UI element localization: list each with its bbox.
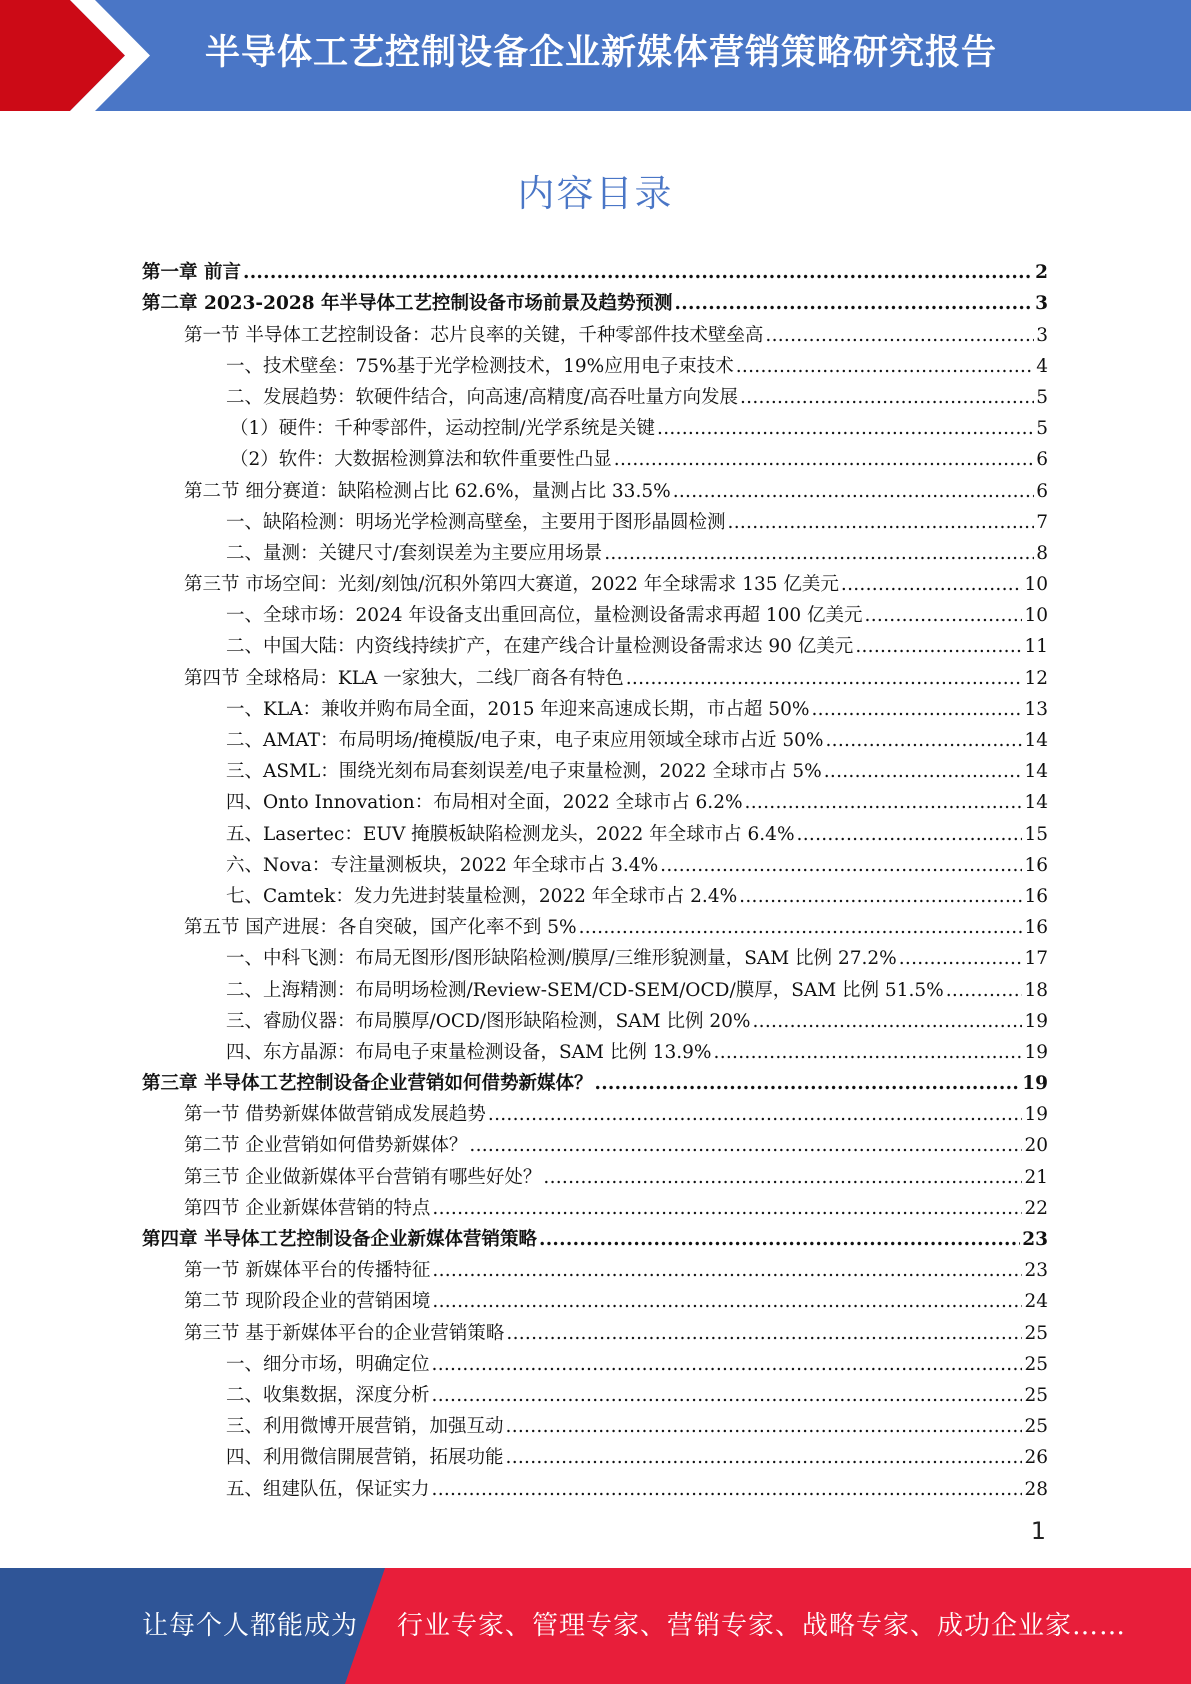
toc-entry[interactable] <box>142 409 1048 440</box>
toc-entry-label: （2）软件：大数据检测算法和软件重要性凸显 <box>230 449 612 471</box>
toc-entry[interactable] <box>142 783 1048 814</box>
toc-heading: 内容目录 <box>517 172 674 215</box>
toc-dot-leader <box>506 1323 1022 1345</box>
toc-entry-page: 16 <box>1024 917 1048 939</box>
toc-dot-leader <box>714 1042 1023 1064</box>
toc-entry-label: 第一节 新媒体平台的传播特征 <box>184 1260 431 1282</box>
toc-dot-leader <box>539 1229 1020 1251</box>
toc-dot-leader <box>243 262 1033 284</box>
toc-entry-page: 21 <box>1024 1166 1048 1188</box>
toc-entry-page: 12 <box>1024 667 1048 689</box>
toc-entry-page: 5 <box>1036 418 1048 440</box>
toc-dot-leader <box>811 699 1022 721</box>
toc-entry[interactable] <box>142 814 1048 845</box>
toc-dot-leader <box>797 824 1023 846</box>
toc-entry-page: 11 <box>1024 636 1048 658</box>
toc-dot-leader <box>765 325 1034 347</box>
toc-entry-page: 5 <box>1036 386 1048 408</box>
toc-entry-label: 三、利用微博开展营销，加强互动 <box>226 1416 504 1438</box>
toc-entry-page: 10 <box>1024 605 1048 627</box>
toc-entry-label: 第三章 半导体工艺控制设备企业营销如何借势新媒体？ <box>142 1073 593 1095</box>
toc-entry-page: 14 <box>1024 730 1048 751</box>
toc-entry[interactable] <box>142 378 1048 409</box>
toc-entry[interactable] <box>142 1469 1048 1500</box>
toc-entry-label: 一、技术壁垒：75%基于光学检测技术，19%应用电子束技术 <box>226 355 734 377</box>
toc-entry-page: 26 <box>1024 1447 1048 1469</box>
toc-dot-leader <box>604 543 1034 565</box>
toc-entry[interactable] <box>142 503 1048 534</box>
toc-entry-label: 四、Onto Innovation：布局相对全面，2022 全球市占 6.2% <box>226 792 743 814</box>
toc-entry-label: 第一章 前言 <box>142 262 241 284</box>
toc-entry-page: 17 <box>1024 948 1048 970</box>
toc-entry-label: 一、KLA：兼收并购布局全面，2015 年迎来高速成长期，市占超 50% <box>226 698 810 720</box>
toc-entry[interactable] <box>142 908 1048 939</box>
toc-entry[interactable] <box>142 939 1048 970</box>
toc-entry-label: 第一节 借势新媒体做营销成发展趋势 <box>184 1104 486 1126</box>
toc-entry[interactable] <box>142 1157 1048 1188</box>
toc-entry-page: 23 <box>1024 1260 1048 1282</box>
toc-entry[interactable] <box>142 1033 1048 1064</box>
toc-entry-label: 一、缺陷检测：明场光学检测高壁垒，主要用于图形晶圆检测 <box>226 511 726 533</box>
toc-entry[interactable] <box>142 1251 1048 1282</box>
toc-entry[interactable] <box>142 1095 1048 1126</box>
toc-entry-page: 8 <box>1036 542 1048 564</box>
toc-entry[interactable] <box>142 596 1048 627</box>
toc-entry-label: 四、东方晶源：布局电子束量检测设备，SAM 比例 13.9% <box>226 1041 712 1063</box>
toc-dot-leader <box>432 1479 1023 1501</box>
toc-entry[interactable] <box>142 1220 1048 1251</box>
toc-entry-label: 三、ASML：围绕光刻布局套刻误差/电子束量检测，2022 全球市占 5% <box>226 761 822 783</box>
toc-entry-page: 19 <box>1022 1073 1048 1095</box>
toc-dot-leader <box>594 1073 1020 1095</box>
toc-entry[interactable] <box>142 690 1048 721</box>
toc-entry-page: 25 <box>1024 1353 1048 1375</box>
header-banner <box>0 0 1191 111</box>
toc-entry[interactable] <box>142 565 1048 596</box>
toc-entry-page: 19 <box>1024 1041 1048 1063</box>
toc-entry-label: 二、中国大陆：内资线持续扩产，在建产线合计量检测设备需求达 90 亿美元 <box>226 636 854 658</box>
toc-entry[interactable] <box>142 347 1048 378</box>
toc-entry-page: 25 <box>1024 1416 1048 1438</box>
toc-dot-leader <box>740 387 1034 409</box>
toc-entry-label: 二、AMAT：布局明场/掩模版/电子束，电子束应用领域全球市占近 50% <box>226 730 824 751</box>
toc-entry-page: 16 <box>1024 885 1048 907</box>
toc-entry[interactable] <box>142 440 1048 471</box>
toc-entry-label: 二、上海精测：布局明场检测/Review-SEM/CD-SEM/OCD/膜厚，SAM 比例 51.5% <box>226 979 944 1001</box>
toc-entry-label: 第三节 企业做新媒体平台营销有哪些好处？ <box>184 1166 542 1188</box>
chevron-arrow-icon <box>0 0 150 111</box>
toc-entry-page: 19 <box>1024 1010 1048 1032</box>
toc-dot-leader <box>614 449 1034 471</box>
toc-dot-leader <box>432 1260 1022 1282</box>
toc-entry[interactable] <box>142 253 1048 284</box>
toc-entry-page: 4 <box>1036 355 1048 377</box>
toc-entry-page: 6 <box>1036 480 1048 502</box>
toc-entry-label: 五、Lasertec：EUV 掩膜板缺陷检测龙头，2022 年全球市占 6.4% <box>226 823 795 845</box>
toc-dot-leader <box>752 1011 1022 1033</box>
toc-dot-leader <box>736 356 1034 378</box>
toc-entry[interactable] <box>142 315 1048 346</box>
toc-entry[interactable] <box>142 721 1048 752</box>
toc-entry[interactable] <box>142 1438 1048 1469</box>
toc-entry-label: 一、细分市场，明确定位 <box>226 1353 430 1375</box>
toc-dot-leader <box>506 1447 1023 1469</box>
toc-entry-page: 23 <box>1022 1229 1048 1250</box>
toc-entry-label: 第二节 企业营销如何借势新媒体？ <box>184 1135 468 1157</box>
toc-dot-leader <box>841 574 1023 596</box>
report-title: 半导体工艺控制设备企业新媒体营销策略研究报告 <box>205 33 998 73</box>
toc-entry[interactable] <box>142 1376 1048 1407</box>
toc-dot-leader <box>432 1198 1022 1220</box>
toc-dot-leader <box>579 917 1023 939</box>
page-number: 1 <box>1030 1517 1046 1545</box>
toc-entry-label: 七、Camtek：发力先进封装量检测，2022 年全球市占 2.4% <box>226 885 738 907</box>
toc-entry-page: 14 <box>1024 761 1048 783</box>
toc-dot-leader <box>673 481 1034 503</box>
toc-dot-leader <box>899 948 1023 970</box>
toc-entry-page: 2 <box>1035 262 1048 284</box>
footer-slogan-left: 让每个人都能成为 <box>142 1611 359 1641</box>
toc-entry[interactable] <box>142 846 1048 877</box>
toc-entry-page: 15 <box>1024 823 1048 845</box>
toc-entry-page: 3 <box>1036 324 1048 346</box>
toc-entry[interactable] <box>142 1345 1048 1376</box>
toc-entry-page: 28 <box>1024 1478 1048 1500</box>
toc-dot-leader <box>432 1354 1023 1376</box>
toc-entry[interactable] <box>142 1407 1048 1438</box>
toc-entry-label: 三、睿励仪器：布局膜厚/OCD/图形缺陷检测，SAM 比例 20% <box>226 1010 751 1032</box>
toc-entry-page: 3 <box>1035 293 1048 315</box>
toc-entry[interactable] <box>142 658 1048 689</box>
toc-entry[interactable] <box>142 1282 1048 1313</box>
toc-entry-label: 第五节 国产进展：各自突破，国产化率不到 5% <box>184 917 577 939</box>
toc-dot-leader <box>657 418 1034 440</box>
toc-dot-leader <box>824 761 1023 783</box>
toc-entry-page: 16 <box>1024 854 1048 876</box>
toc-entry-label: 一、全球市场：2024 年设备支出重回高位，量检测设备需求再超 100 亿美元 <box>226 605 863 627</box>
toc-dot-leader <box>660 855 1022 877</box>
toc-entry-label: 二、发展趋势：软硬件结合，向高速/高精度/高吞吐量方向发展 <box>226 386 738 408</box>
toc-dot-leader <box>488 1104 1023 1126</box>
toc-entry[interactable] <box>142 1064 1048 1095</box>
toc-entry-label: 第二节 细分赛道：缺陷检测占比 62.6%，量测占比 33.5% <box>184 480 671 502</box>
toc-dot-leader <box>675 293 1034 315</box>
toc-entry[interactable] <box>142 284 1048 315</box>
toc-dot-leader <box>543 1167 1022 1189</box>
toc-entry[interactable] <box>142 1126 1048 1157</box>
toc-entry-label: 第四节 企业新媒体营销的特点 <box>184 1197 431 1219</box>
toc-entry-label: 二、收集数据，深度分析 <box>226 1384 430 1406</box>
toc-dot-leader <box>739 886 1022 908</box>
toc-entry-page: 6 <box>1036 449 1048 471</box>
toc-entry-label: 第三节 市场空间：光刻/刻蚀/沉积外第四大赛道，2022 年全球需求 135 亿美元 <box>184 574 839 596</box>
toc-entry[interactable] <box>142 970 1048 1001</box>
toc-entry-label: 五、组建队伍，保证实力 <box>226 1478 430 1500</box>
toc-entry-page: 20 <box>1024 1135 1048 1157</box>
toc-entry-page: 18 <box>1024 979 1048 1001</box>
toc-entry-label: （1）硬件：千种零部件，运动控制/光学系统是关键 <box>230 418 656 440</box>
toc-entry-page: 25 <box>1024 1384 1048 1406</box>
toc-dot-leader <box>745 792 1023 814</box>
toc-entry[interactable] <box>142 1189 1048 1220</box>
table-of-contents <box>142 253 1048 1501</box>
toc-dot-leader <box>469 1135 1022 1157</box>
toc-entry-label: 六、Nova：专注量测板块，2022 年全球市占 3.4% <box>226 854 659 876</box>
toc-entry-page: 7 <box>1036 511 1048 533</box>
toc-entry-label: 第三节 基于新媒体平台的企业营销策略 <box>184 1322 505 1344</box>
toc-dot-leader <box>865 605 1023 627</box>
toc-entry-page: 19 <box>1024 1104 1048 1126</box>
toc-entry-label: 第二节 现阶段企业的营销困境 <box>184 1291 431 1313</box>
toc-entry-label: 二、量测：关键尺寸/套刻误差为主要应用场景 <box>226 542 603 564</box>
toc-entry-label: 第四节 全球格局：KLA 一家独大，二线厂商各有特色 <box>184 667 624 689</box>
toc-entry-label: 第四章 半导体工艺控制设备企业新媒体营销策略 <box>142 1229 537 1250</box>
toc-entry[interactable] <box>142 752 1048 783</box>
toc-entry[interactable] <box>142 471 1048 502</box>
toc-entry-page: 10 <box>1024 574 1048 596</box>
toc-entry[interactable] <box>142 877 1048 908</box>
toc-dot-leader <box>506 1416 1023 1438</box>
toc-entry-page: 14 <box>1024 792 1048 814</box>
toc-entry-page: 22 <box>1024 1197 1048 1219</box>
toc-dot-leader <box>825 730 1022 752</box>
toc-dot-leader <box>946 980 1023 1002</box>
toc-dot-leader <box>855 636 1022 658</box>
toc-entry-label: 一、中科飞测：布局无图形/图形缺陷检测/膜厚/三维形貌测量，SAM 比例 27.2% <box>226 948 897 970</box>
toc-dot-leader <box>626 668 1023 690</box>
toc-entry[interactable] <box>142 627 1048 658</box>
toc-entry[interactable] <box>142 1313 1048 1344</box>
toc-dot-leader <box>728 512 1034 534</box>
toc-entry-label: 四、利用微信開展营销，拓展功能 <box>226 1447 504 1469</box>
footer-banner <box>0 1568 1191 1684</box>
toc-entry-label: 第二章 2023-2028 年半导体工艺控制设备市场前景及趋势预测 <box>142 293 673 315</box>
toc-dot-leader <box>432 1385 1023 1407</box>
toc-entry-label: 第一节 半导体工艺控制设备：芯片良率的关键，千种零部件技术壁垒高 <box>184 324 764 346</box>
toc-entry-page: 24 <box>1024 1291 1048 1313</box>
footer-slogan-right: 行业专家、管理专家、营销专家、战略专家、成功企业家…… <box>397 1611 1127 1641</box>
toc-entry-page: 13 <box>1024 698 1048 720</box>
toc-entry[interactable] <box>142 1002 1048 1033</box>
toc-entry-page: 25 <box>1024 1322 1048 1344</box>
toc-dot-leader <box>432 1291 1022 1313</box>
toc-entry[interactable] <box>142 534 1048 565</box>
